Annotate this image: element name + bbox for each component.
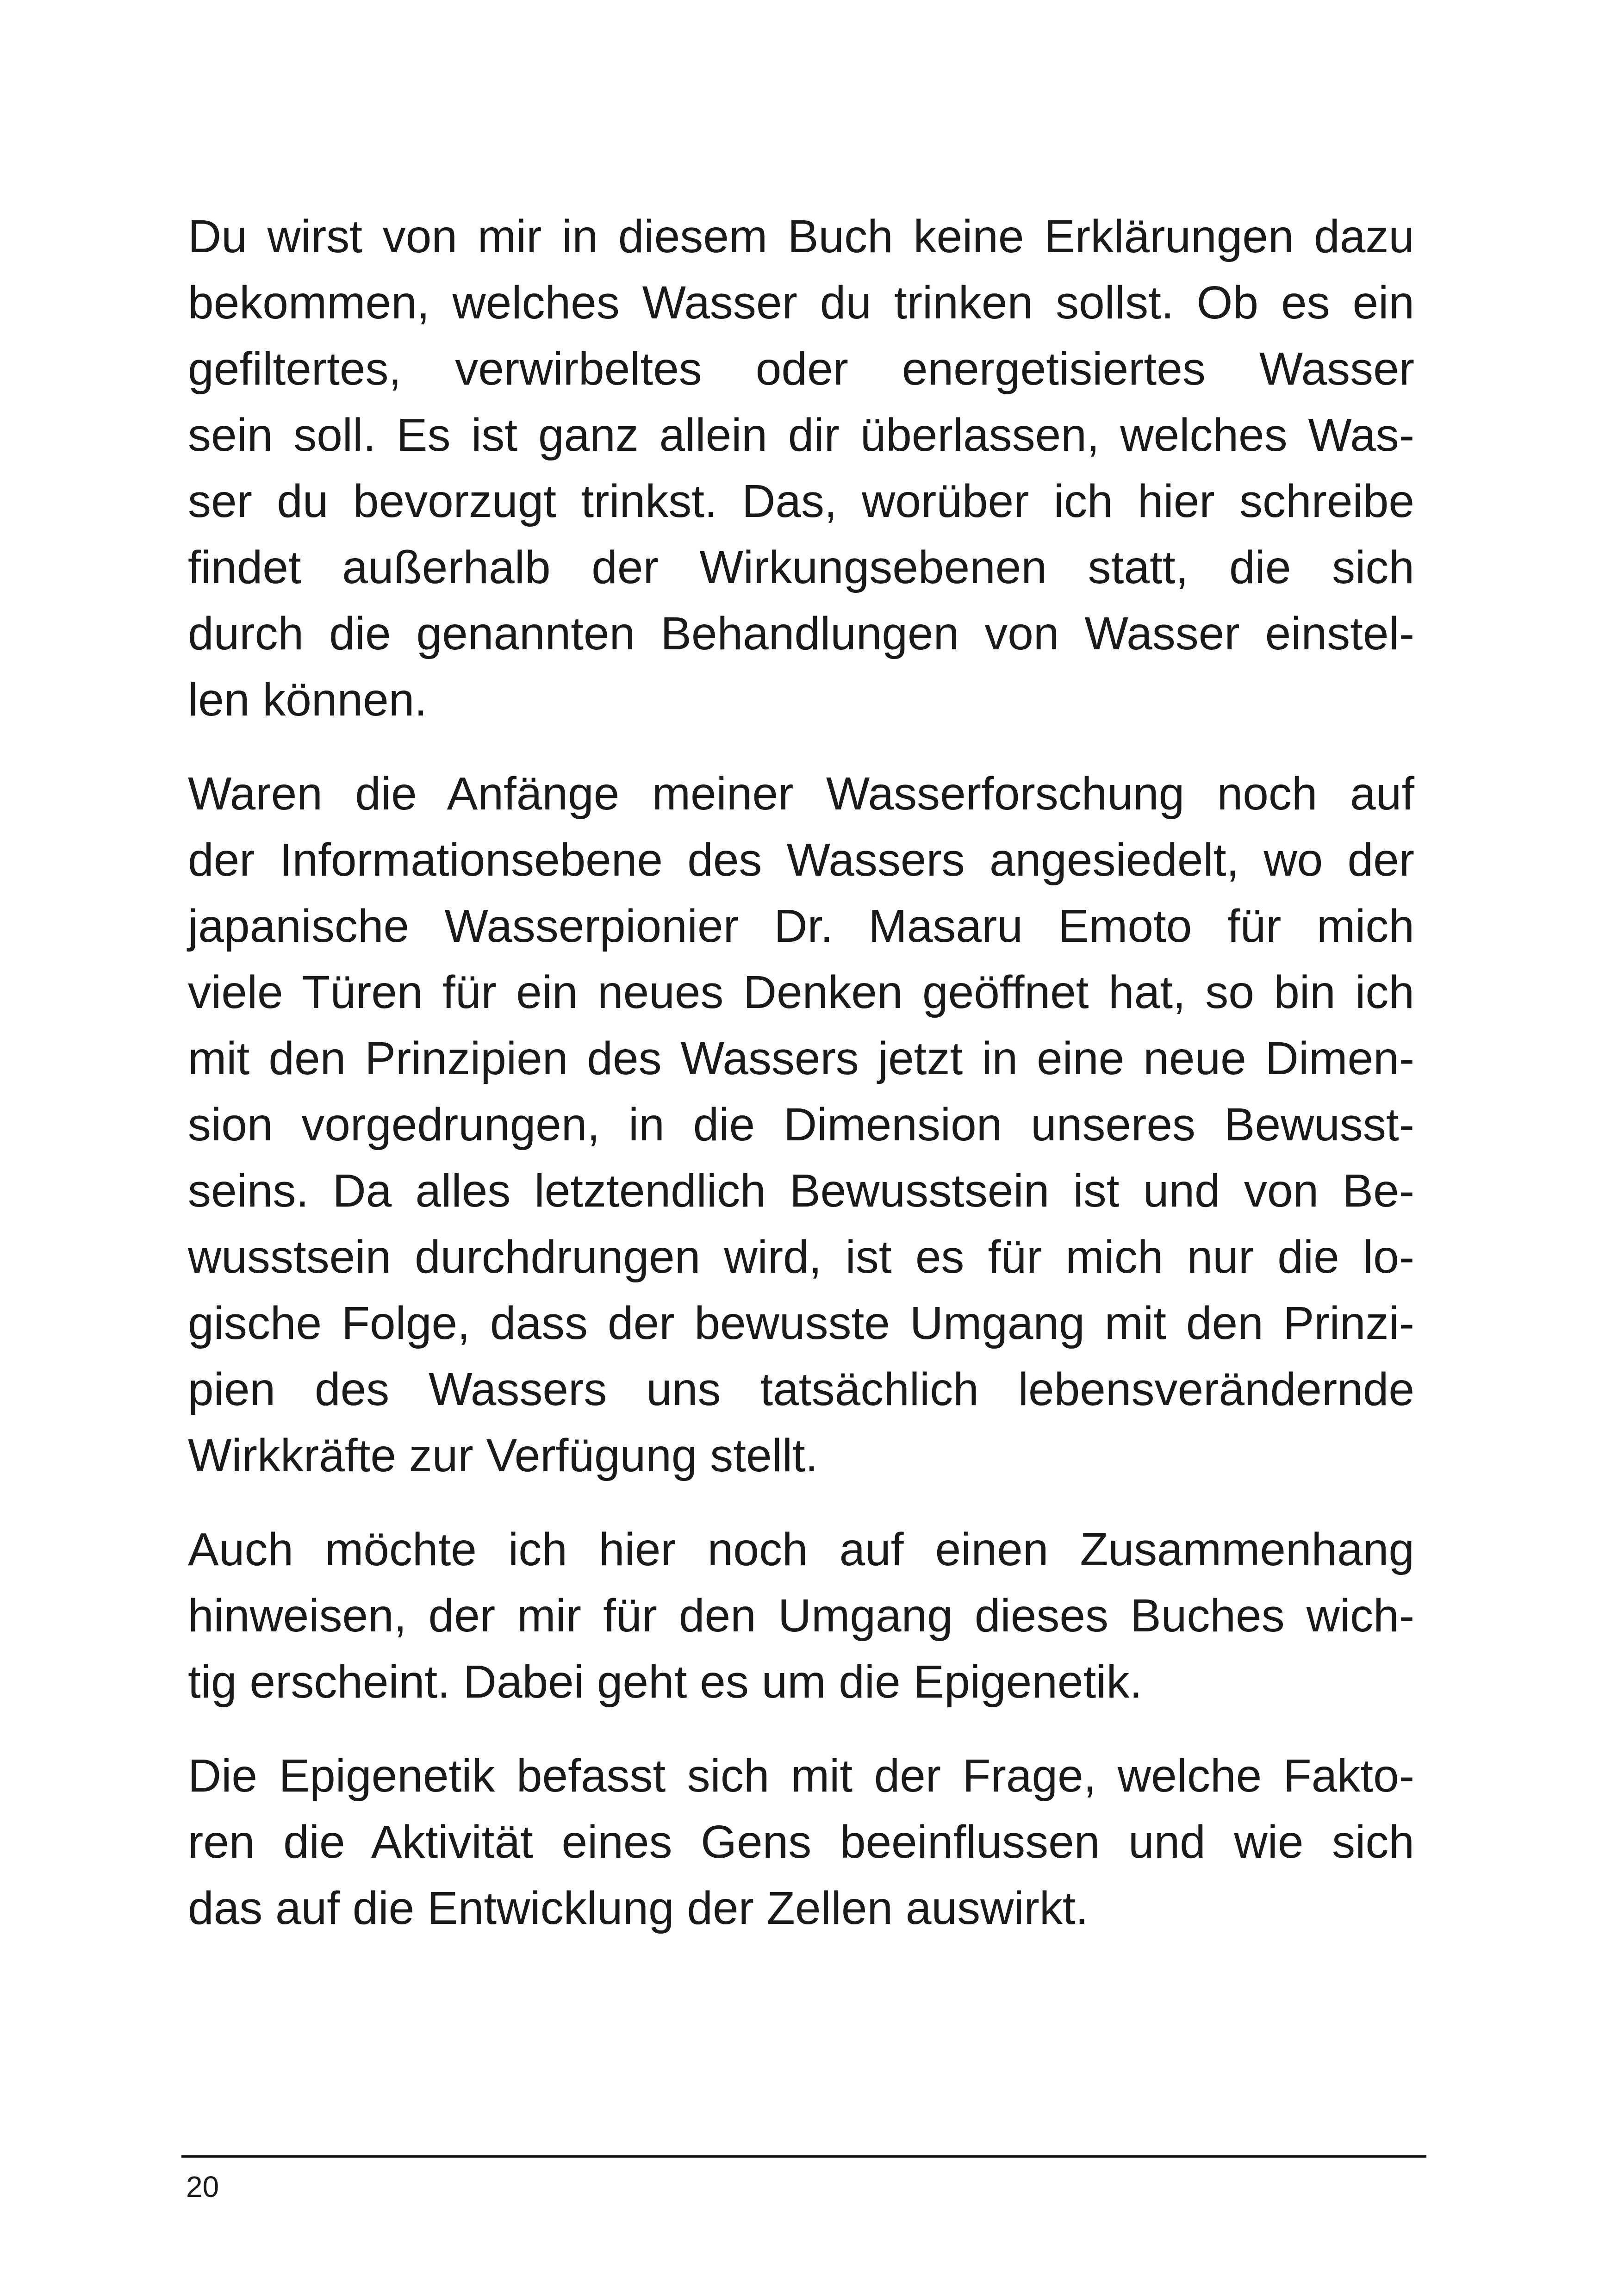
paragraph-1 — [188, 204, 1414, 733]
paragraph-4 — [188, 1743, 1414, 1941]
body-text — [188, 204, 1414, 1941]
text-line: ren die Aktivität eines Gens beeinflussen und wie sich — [188, 1816, 1414, 1868]
text-line: Auch möchte ich hier noch auf einen Zusammenhang — [188, 1524, 1414, 1575]
text-line: findet außerhalb der Wirkungsebenen statt, die sich — [188, 541, 1414, 593]
text-line: ser du bevorzugt trinkst. Das, worüber ich hier schreibe — [188, 475, 1414, 527]
text-line: bekommen, welches Wasser du trinken sollst. Ob es ein — [188, 277, 1414, 329]
text-line: japanische Wasserpionier Dr. Masaru Emoto für mich — [188, 900, 1414, 952]
paragraph-2 — [188, 761, 1414, 1489]
page-number: 20 — [186, 2170, 219, 2203]
text-line: seins. Da alles letztendlich Bewusstsein ist und von Be- — [188, 1165, 1414, 1217]
text-line: sein soll. Es ist ganz allein dir überlassen, welches Was- — [188, 409, 1414, 461]
text-line: Die Epigenetik befasst sich mit der Frage, welche Fakto- — [188, 1750, 1414, 1802]
text-line: mit den Prinzipien des Wassers jetzt in eine neue Dimen- — [188, 1033, 1414, 1084]
text-line: gische Folge, dass der bewusste Umgang mit den Prinzi- — [188, 1297, 1414, 1349]
text-line: tig erscheint. Dabei geht es um die Epigenetik. — [188, 1656, 1143, 1708]
text-line: hinweisen, der mir für den Umgang dieses Buches wich- — [188, 1590, 1414, 1642]
text-line: pien des Wassers uns tatsächlich lebensverändernde — [188, 1363, 1414, 1415]
text-line: durch die genannten Behandlungen von Wasser einstel- — [188, 608, 1414, 660]
text-line: sion vorgedrungen, in die Dimension unseres Bewusst- — [188, 1099, 1414, 1151]
text-line: wusstsein durchdrungen wird, ist es für mich nur die lo- — [188, 1231, 1414, 1283]
text-line: der Informationsebene des Wassers angesiedelt, wo der — [188, 834, 1414, 886]
text-line: len können. — [188, 674, 428, 726]
text-line: Waren die Anfänge meiner Wasserforschung noch auf — [188, 768, 1414, 820]
paragraph-3 — [188, 1517, 1414, 1715]
footer-divider — [181, 2155, 1426, 2158]
text-line: Du wirst von mir in diesem Buch keine Erklärungen dazu — [188, 211, 1414, 262]
text-line: viele Türen für ein neues Denken geöffnet hat, so bin ich — [188, 966, 1414, 1018]
text-line: gefiltertes, verwirbeltes oder energetisiertes Wasser — [188, 343, 1414, 395]
text-line: das auf die Entwicklung der Zellen auswirkt. — [188, 1882, 1089, 1934]
text-line: Wirkkräfte zur Verfügung stellt. — [188, 1430, 818, 1481]
